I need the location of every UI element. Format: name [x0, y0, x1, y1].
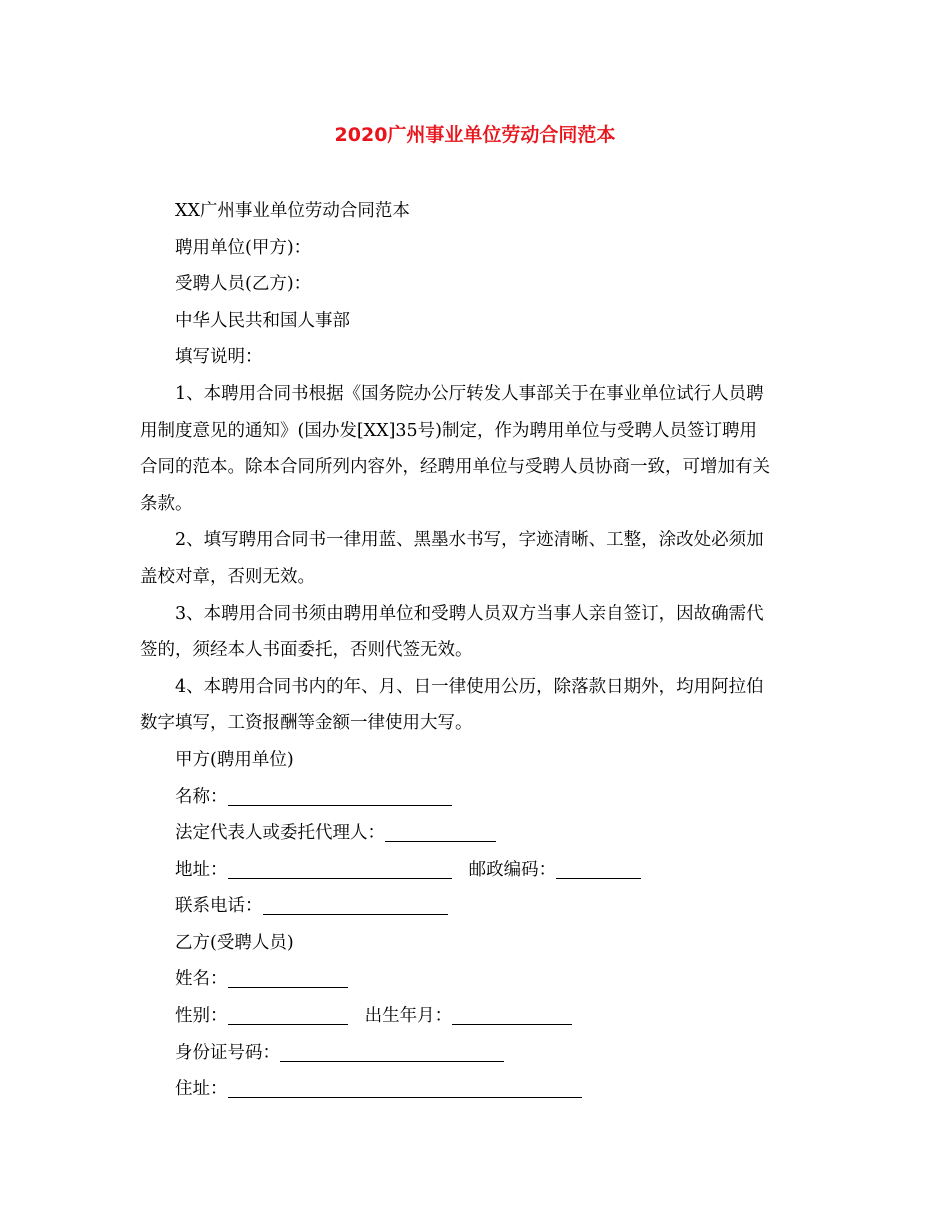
- legal-rep-label: 法定代表人或委托代理人：: [175, 823, 385, 844]
- phone-label: 联系电话：: [175, 896, 263, 917]
- instruction-4-line-1: 4、本聘用合同书内的年、月、日一律使用公历，除落款日期外，均用阿拉伯: [175, 676, 764, 697]
- residence-blank[interactable]: [228, 1075, 582, 1098]
- line-employer: 聘用单位(甲方)：: [175, 237, 312, 258]
- instruction-3-line-1: 3、本聘用合同书须由聘用单位和受聘人员双方当事人亲自签订，因故确需代: [175, 603, 764, 624]
- id-field-row: [140, 1035, 810, 1072]
- address-label: 地址：: [175, 859, 228, 880]
- birth-label: 出生年月：: [364, 1006, 453, 1027]
- instruction-4-line-2: 数字填写，工资报酬等金额一律使用大写。: [140, 713, 473, 734]
- gender-birth-field-row: [140, 998, 810, 1035]
- instruction-2-line-1: 2、填写聘用合同书一律用蓝、黑墨水书写，字迹清晰、工整，涂改处必须加: [175, 530, 764, 551]
- party-b-heading: 乙方(受聘人员): [175, 932, 294, 953]
- postcode-label: 邮政编码：: [468, 859, 557, 880]
- residence-label: 住址：: [175, 1079, 228, 1100]
- name-blank[interactable]: [228, 783, 452, 806]
- instruction-3-line-2: 签的，须经本人书面委托，否则代签无效。: [140, 640, 473, 661]
- legal-rep-field-row: [140, 815, 810, 852]
- phone-blank[interactable]: [263, 892, 448, 915]
- party-a-heading: 甲方(聘用单位): [175, 749, 294, 770]
- instruction-1-line-3: 合同的范本。除本合同所列内容外，经聘用单位与受聘人员协商一致，可增加有关: [140, 457, 770, 478]
- line-employee: 受聘人员(乙方)：: [175, 274, 312, 295]
- name-label: 名称：: [175, 786, 228, 807]
- residence-field-row: [140, 1071, 810, 1108]
- person-name-blank[interactable]: [228, 965, 348, 988]
- instruction-1-line-2: 用制度意见的通知》(国办发[XX]35号)制定，作为聘用单位与受聘人员签订聘用: [140, 420, 757, 441]
- line-instructions-heading: 填写说明：: [175, 347, 263, 368]
- instruction-2-line-2: 盖校对章，否则无效。: [140, 566, 315, 587]
- postcode-blank[interactable]: [556, 856, 641, 879]
- person-name-field-row: [140, 961, 810, 998]
- document-body: [140, 193, 810, 1108]
- birth-blank[interactable]: [452, 1002, 572, 1025]
- instruction-1-line-1: 1、本聘用合同书根据《国务院办公厅转发人事部关于在事业单位试行人员聘: [175, 383, 764, 404]
- name-field-row: [140, 779, 810, 816]
- person-name-label: 姓名：: [175, 969, 228, 990]
- phone-field-row: [140, 888, 810, 925]
- id-blank[interactable]: [280, 1039, 504, 1062]
- address-field-row: [140, 852, 810, 889]
- gender-blank[interactable]: [228, 1002, 348, 1025]
- instruction-1-line-4: 条款。: [140, 493, 193, 514]
- id-label: 身份证号码：: [175, 1042, 280, 1063]
- legal-rep-blank[interactable]: [385, 819, 496, 842]
- line-ministry: 中华人民共和国人事部: [175, 310, 350, 331]
- document-title: 2020广州事业单位劳动合同范本: [334, 124, 616, 146]
- address-blank[interactable]: [228, 856, 452, 879]
- gender-label: 性别：: [175, 1006, 228, 1027]
- line-subtitle: XX广州事业单位劳动合同范本: [175, 201, 410, 221]
